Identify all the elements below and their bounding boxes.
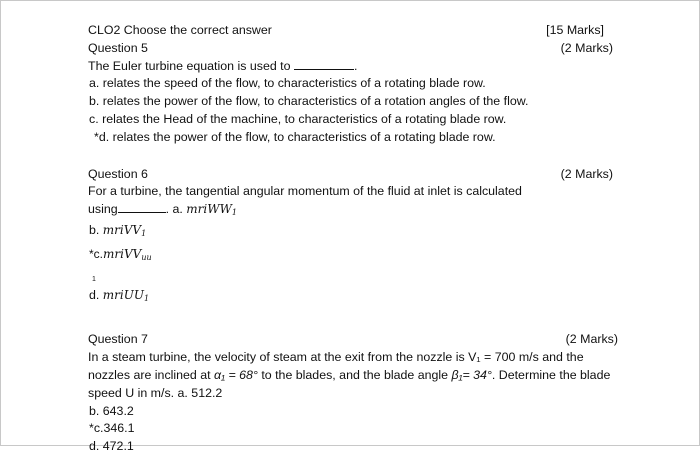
q5-stem-text: The Euler turbine equation is used to: [88, 58, 291, 73]
q5-marks: (2 Marks): [560, 40, 613, 55]
q6-using: using: [88, 202, 118, 217]
q6-option-c-sub: uu: [141, 252, 152, 262]
q5-option-a: a. relates the speed of the flow, to characteristics of a rotating blade row.: [89, 76, 486, 91]
spacer: [88, 307, 618, 331]
q6-option-c-prefix: *c.: [89, 246, 104, 261]
q6-option-d-math: mriUU: [102, 287, 144, 302]
section-title: CLO2 Choose the correct answer: [88, 23, 272, 37]
q6-answer-blank: [118, 201, 166, 213]
q7-option-b: b. 643.2: [89, 403, 134, 418]
q6-option-d: [88, 287, 618, 308]
q6-option-b-math: mriVV: [102, 222, 142, 237]
q7-option-c: *c.346.1: [89, 421, 135, 436]
q5-option-b: b. relates the power of the flow, to characteristics of a rotation angles of the flow.: [89, 94, 529, 109]
q5-option-d: *d. relates the power of the flow, to characteristics of a rotating blade row.: [94, 129, 496, 144]
q6-marks: (2 Marks): [560, 166, 613, 181]
q6-option-d-sub: 1: [143, 293, 150, 303]
q5-stem-end: .: [353, 58, 358, 73]
q7-line-3: speed U in m/s. a. 512.2: [88, 385, 223, 400]
q7-line-1: In a steam turbine, the velocity of steam at the exit from the nozzle is V₁ = 700 m/s and the: [88, 350, 584, 365]
q7-marks: (2 Marks): [565, 332, 618, 347]
header-row: [88, 22, 618, 40]
q7-beta: β₁= 34°: [451, 367, 492, 382]
q6-stem: For a turbine, the tangential angular momentum of the fluid at inlet is calculated: [88, 184, 522, 199]
total-marks: [15 Marks]: [546, 23, 604, 37]
spacer: [88, 147, 618, 166]
q5-label: Question 5: [88, 40, 148, 55]
q6-option-a-math: mriWW: [186, 202, 232, 217]
q6-label: Question 6: [88, 166, 148, 181]
q6-option-b: [88, 222, 618, 243]
q7-alpha: α₁ = 68°: [214, 367, 258, 382]
q6-option-b-sub: 1: [141, 228, 147, 238]
q6-option-d-prefix: d.: [89, 287, 100, 302]
q5-answer-blank: [294, 58, 354, 70]
q7-label: Question 7: [88, 332, 148, 347]
q5-option-c: c. relates the Head of the machine, to characteristics of a rotating blade row.: [89, 111, 507, 126]
q6-option-c-math: mriVV: [103, 246, 142, 261]
q7-line-2-b: to the blades, and the blade angle: [257, 367, 452, 382]
q6-option-a-prefix: . a.: [165, 202, 183, 217]
q7-header: [88, 331, 618, 349]
q7-line-2-c: . Determine the blade: [491, 367, 611, 382]
q7-option-d: d. 472.1: [89, 439, 134, 454]
q6-stray-subscript: 1: [92, 275, 96, 283]
q6-header: [88, 166, 618, 184]
q6-using-line: [88, 201, 618, 222]
q5-stem: [88, 58, 618, 76]
question-sheet: [88, 22, 618, 456]
q6-option-c: [88, 246, 618, 267]
q5-header: [88, 40, 618, 58]
q6-option-a-sub: 1: [231, 208, 238, 218]
q7-line-2: [88, 367, 618, 385]
q7-line-2-a: nozzles are inclined at: [88, 367, 215, 382]
q6-option-b-prefix: b.: [89, 222, 100, 237]
